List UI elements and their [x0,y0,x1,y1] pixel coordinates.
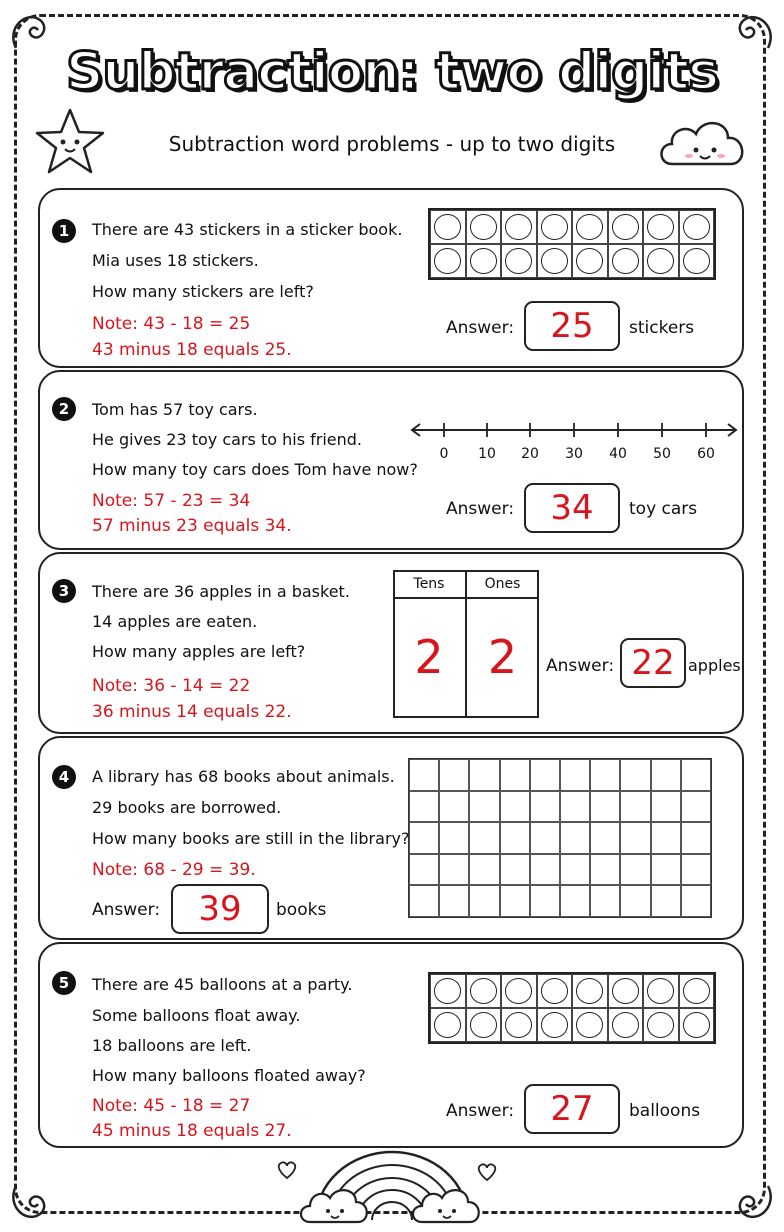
cloud-icon [410,1182,484,1226]
problem-text: 18 balloons are left. [92,1036,252,1055]
answer-label: Answer: [446,318,515,338]
problem-number: 3 [52,579,76,603]
problem-text: How many toy cars does Tom have now? [92,460,418,479]
tick-label: 60 [697,446,715,462]
problem-text: How many apples are left? [92,642,306,661]
note-text: 45 minus 18 equals 27. [92,1121,292,1141]
tick-label: 20 [521,446,539,462]
answer-box[interactable]: 22 [620,638,686,688]
page-subtitle: Subtraction word problems - up to two digits [168,132,616,156]
heart-icon [476,1162,498,1182]
work-grid [408,758,712,918]
tens-digit: 2 [414,630,444,684]
note-text: Note: 57 - 23 = 34 [92,491,251,511]
tick-label: 0 [439,446,449,462]
cloud-icon [656,112,752,174]
ten-frame [428,972,716,1044]
answer-unit: books [276,900,327,920]
problem-text: There are 45 balloons at a party. [92,975,353,994]
ones-label: Ones [484,576,521,592]
answer-unit: balloons [629,1101,701,1121]
note-text: Note: 45 - 18 = 27 [92,1096,251,1116]
answer-box[interactable]: 27 [524,1084,620,1134]
answer-unit: apples [688,656,741,675]
tick-label: 40 [609,446,627,462]
ones-digit: 2 [487,630,518,684]
heart-icon [276,1160,298,1180]
ten-frame [428,208,716,280]
answer-box[interactable]: 34 [524,483,620,533]
tick-label: 50 [653,446,671,462]
answer-label: Answer: [446,1101,515,1121]
problem-text: Mia uses 18 stickers. [92,251,259,270]
swirl-icon [6,1176,62,1226]
tick-label: 10 [478,446,496,462]
tick-label: 30 [565,446,583,462]
answer-box[interactable]: 39 [171,884,269,934]
page-title: Subtraction: two digits [65,42,719,102]
answer-label: Answer: [446,499,515,519]
answer-box[interactable]: 25 [524,301,620,351]
problem-number: 4 [52,765,76,789]
note-text: 43 minus 18 equals 25. [92,340,292,360]
answer-label: Answer: [546,656,615,676]
tens-label: Tens [413,576,445,592]
problem-text: Some balloons float away. [92,1006,301,1025]
answer-label: Answer: [92,900,161,920]
problem-text: How many stickers are left? [92,282,314,301]
swirl-icon [722,1176,778,1226]
problem-text: 29 books are borrowed. [92,798,282,817]
answer-unit: toy cars [629,499,698,519]
problem-number: 2 [52,397,76,421]
problem-text: How many balloons floated away? [92,1066,366,1085]
note-text: Note: 43 - 18 = 25 [92,314,251,334]
problem-text: He gives 23 toy cars to his friend. [92,430,362,449]
problem-text: A library has 68 books about animals. [92,767,395,786]
problem-text: Tom has 57 toy cars. [92,400,258,419]
problem-text: There are 43 stickers in a sticker book. [92,220,403,239]
problem-text: There are 36 apples in a basket. [92,582,350,601]
problem-text: How many books are still in the library? [92,829,410,848]
note-text: 57 minus 23 equals 34. [92,516,292,536]
answer-unit: stickers [629,318,695,338]
number-line [406,416,742,446]
note-text: 36 minus 14 equals 22. [92,702,292,722]
note-text: Note: 68 - 29 = 39. [92,860,256,880]
star-icon [32,102,112,178]
note-text: Note: 36 - 14 = 22 [92,676,251,696]
problem-text: 14 apples are eaten. [92,612,258,631]
problem-number: 5 [52,971,76,995]
cloud-icon [298,1182,372,1226]
problem-number: 1 [52,219,76,243]
